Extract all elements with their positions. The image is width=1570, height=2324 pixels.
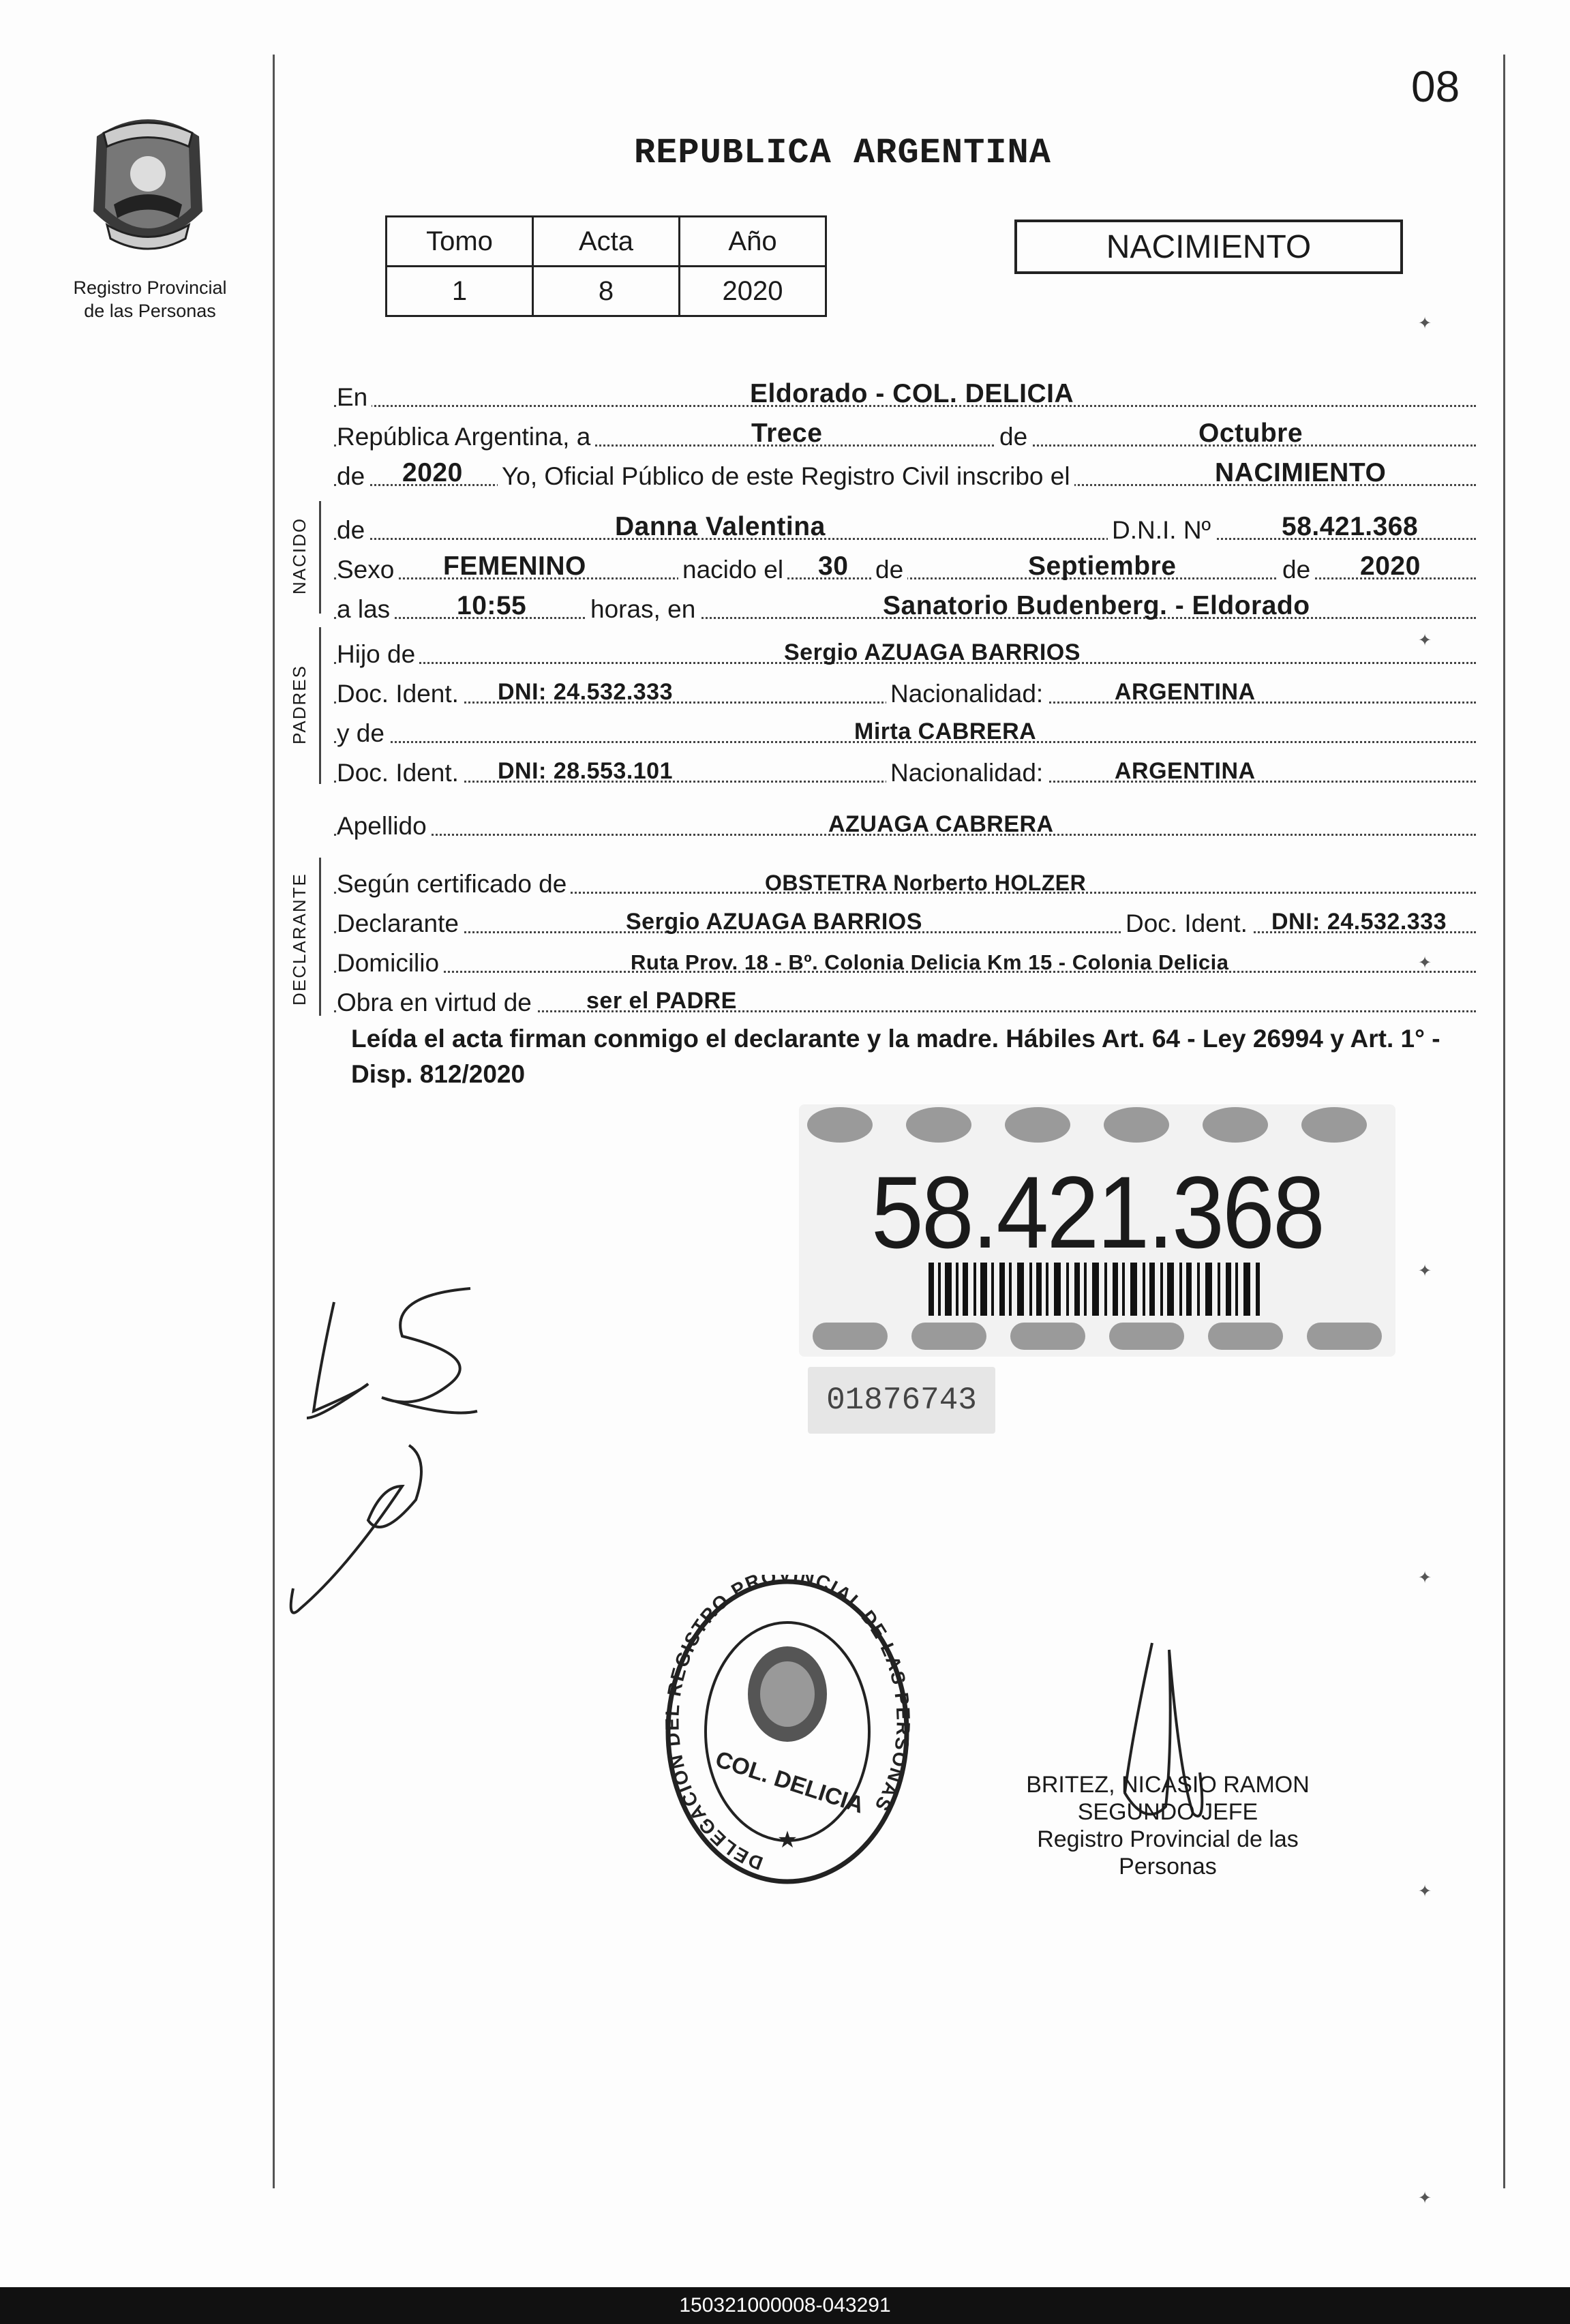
row-name	[334, 501, 1476, 544]
segun-label: Según certificado de	[337, 870, 571, 899]
nacido-el-label: nacido el	[678, 556, 787, 584]
row-declarant	[334, 894, 1476, 937]
mother-doc-label: Doc. Ident.	[337, 759, 463, 787]
a-las-label: a las	[337, 595, 394, 624]
hijo-de-label: Hijo de	[337, 640, 419, 669]
declarante-section-label: DECLARANTE	[289, 873, 310, 1006]
time-value: 10:55	[457, 591, 527, 620]
surname-value: AZUAGA CABRERA	[828, 811, 1054, 837]
tomo-header: Tomo	[387, 217, 533, 267]
anio-header: Año	[680, 217, 826, 267]
father-nationality-value: ARGENTINA	[1115, 679, 1256, 705]
page-number: 08	[1411, 62, 1460, 111]
anio-value: 2020	[680, 267, 826, 316]
row-mother-doc	[334, 744, 1476, 787]
scan-speck: ✦	[1418, 954, 1432, 972]
row-time	[334, 580, 1476, 623]
acta-value: 8	[533, 267, 680, 316]
day-value: Trece	[751, 419, 823, 448]
nacido-section-label: NACIDO	[289, 517, 310, 594]
declarant-doc-value: DNI: 24.532.333	[1271, 909, 1447, 935]
birth-place-value: Sanatorio Budenberg. - Eldorado	[883, 591, 1310, 620]
row-sex	[334, 541, 1476, 584]
row-father	[334, 625, 1476, 668]
republica-label: República Argentina, a	[337, 423, 594, 451]
closing-text: Leída el acta firman conmigo el declarante y la madre. Hábiles Art. 64 - Ley 26994 y Art. 1° - Disp. 812/2020	[351, 1025, 1440, 1088]
declarante-bracket	[319, 858, 321, 1016]
record-table	[385, 215, 827, 317]
row-surname	[334, 797, 1476, 840]
registry-name: Registro Provincial de las Personas	[73, 277, 227, 321]
father-doc-value: DNI: 24.532.333	[498, 679, 673, 705]
child-name-value: Danna Valentina	[615, 512, 826, 541]
place-value: Eldorado - COL. DELICIA	[750, 379, 1074, 408]
sticker-serial: 01876743	[808, 1367, 995, 1434]
month-value: Octubre	[1198, 419, 1303, 448]
footer-code: 150321000008-043291	[0, 2287, 1570, 2324]
row-certificate	[334, 855, 1476, 898]
tomo-value: 1	[387, 267, 533, 316]
sexo-label: Sexo	[337, 556, 398, 584]
signer-block: BRITEZ, NICASIO RAMON SEGUNDO JEFE Registro Provincial de las Personas	[1026, 1772, 1310, 1880]
padres-bracket	[319, 627, 321, 784]
mother-value: Mirta CABRERA	[854, 719, 1037, 744]
mother-nac-label: Nacionalidad:	[886, 759, 1047, 787]
declarant-value: Sergio AZUAGA BARRIOS	[626, 909, 922, 935]
child-dni-value: 58.421.368	[1282, 512, 1419, 541]
de-name-label: de	[337, 516, 369, 545]
scan-speck: ✦	[1418, 314, 1432, 333]
stamp-inner-text: COL. DELICIA	[712, 1746, 868, 1819]
en-label: En	[337, 383, 372, 412]
row-father-doc	[334, 665, 1476, 708]
row-capacity	[334, 974, 1476, 1016]
declarant-signature	[280, 1282, 498, 1636]
row-address	[334, 934, 1476, 977]
row-event	[334, 447, 1476, 490]
scan-speck: ✦	[1418, 1882, 1432, 1901]
father-doc-label: Doc. Ident.	[337, 680, 463, 708]
scan-speck: ✦	[1418, 1569, 1432, 1587]
birth-year-value: 2020	[1360, 552, 1421, 581]
horas-label: horas, en	[586, 595, 699, 624]
father-nac-label: Nacionalidad:	[886, 680, 1047, 708]
de-year2-label: de	[1278, 556, 1314, 584]
de-year-label: de	[337, 462, 369, 491]
row-mother	[334, 704, 1476, 747]
dni-sticker	[799, 1104, 1395, 1357]
declarante-label: Declarante	[337, 909, 463, 938]
capacity-value: ser el PADRE	[586, 988, 737, 1014]
sex-value: FEMENINO	[443, 552, 586, 581]
mother-doc-value: DNI: 28.553.101	[498, 758, 673, 784]
apellido-label: Apellido	[337, 812, 431, 841]
father-value: Sergio AZUAGA BARRIOS	[784, 639, 1081, 665]
oficial-label: Yo, Oficial Público de este Registro Civil inscribo el	[498, 462, 1074, 491]
birth-month-value: Septiembre	[1028, 552, 1177, 581]
y-de-label: y de	[337, 719, 389, 748]
dni-label: D.N.I. Nº	[1108, 516, 1215, 545]
scan-speck: ✦	[1418, 2189, 1432, 2207]
mother-nationality-value: ARGENTINA	[1115, 758, 1256, 784]
domicilio-label: Domicilio	[337, 949, 443, 978]
province-crest-logo	[76, 109, 220, 259]
stamp-star-icon: ★	[776, 1827, 798, 1853]
event-value: NACIMIENTO	[1215, 458, 1387, 487]
sticker-dni-number: 58.421.368	[871, 1155, 1324, 1269]
declarant-doc-label: Doc. Ident.	[1121, 909, 1252, 938]
document-title: REPUBLICA ARGENTINA	[634, 133, 1051, 173]
row-place	[334, 368, 1476, 411]
record-type-box: NACIMIENTO	[1014, 220, 1403, 274]
scan-speck: ✦	[1418, 1262, 1432, 1280]
official-stamp	[661, 1575, 914, 1888]
right-margin-line	[1503, 55, 1505, 2188]
obra-label: Obra en virtud de	[337, 989, 536, 1017]
de-label: de	[995, 423, 1031, 451]
certificate-value: OBSTETRA Norberto HOLZER	[765, 871, 1087, 895]
row-date	[334, 408, 1476, 451]
padres-section-label: PADRES	[289, 665, 310, 744]
birth-day-value: 30	[818, 552, 849, 581]
nacido-bracket	[319, 501, 321, 614]
scan-speck: ✦	[1418, 631, 1432, 650]
stamp-outer-text: DELEGACION DEL REGISTRO PROVINCIAL DE LAS PERSONAS	[661, 1575, 914, 1875]
left-margin-line	[273, 55, 275, 2188]
year-value: 2020	[402, 458, 463, 487]
address-value: Ruta Prov. 18 - Bº. Colonia Delicia Km 15 - Colonia Delicia	[631, 950, 1229, 974]
de-month-label: de	[871, 556, 907, 584]
acta-header: Acta	[533, 217, 680, 267]
